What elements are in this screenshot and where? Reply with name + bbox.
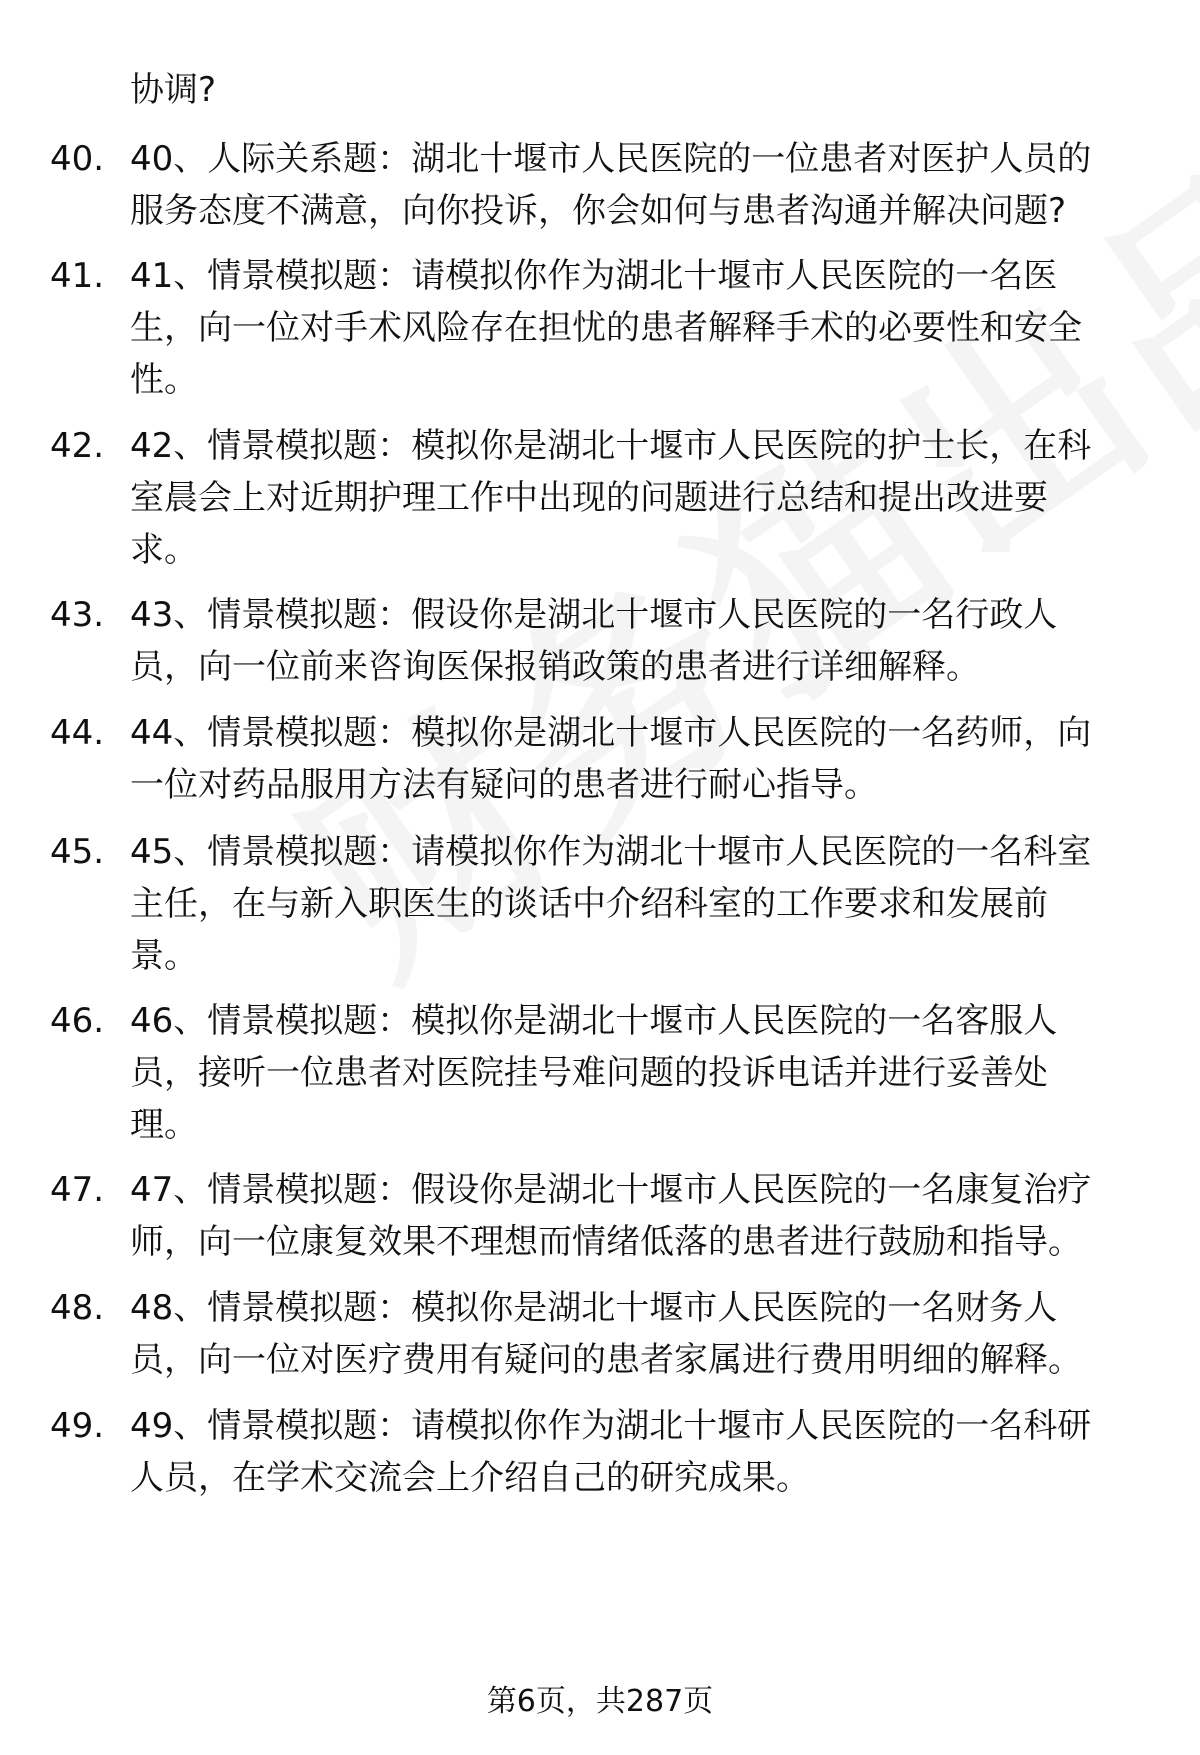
item-number: 42. <box>50 426 105 466</box>
item-number: 47. <box>50 1170 105 1210</box>
item-line: 48、情景模拟题：模拟你是湖北十堰市人民医院的一名财务人 <box>130 1288 1058 1328</box>
item-line: 景。 <box>130 936 198 976</box>
item-text <box>130 420 1150 576</box>
item-line: 理。 <box>130 1105 198 1145</box>
item-text <box>130 995 1150 1151</box>
item-line: 求。 <box>130 530 198 570</box>
item-line: 43、情景模拟题：假设你是湖北十堰市人民医院的一名行政人 <box>130 595 1058 635</box>
item-number: 40. <box>50 139 105 179</box>
item-text <box>130 589 1150 693</box>
item-line: 46、情景模拟题：模拟你是湖北十堰市人民医院的一名客服人 <box>130 1001 1058 1041</box>
item-text <box>130 826 1150 982</box>
item-text <box>130 250 1150 406</box>
item-line: 40、人际关系题：湖北十堰市人民医院的一位患者对医护人员的 <box>130 139 1092 179</box>
item-number: 41. <box>50 256 105 296</box>
item-number: 48. <box>50 1288 105 1328</box>
item-number: 44. <box>50 713 105 753</box>
item-text <box>130 133 1150 237</box>
item-text <box>130 1400 1150 1504</box>
page-footer: 第6页，共287页 <box>486 1684 714 1719</box>
item-line: 性。 <box>130 360 198 400</box>
item-line: 44、情景模拟题：模拟你是湖北十堰市人民医院的一名药师，向 <box>130 713 1092 753</box>
item-number: 45. <box>50 832 105 872</box>
item-line: 42、情景模拟题：模拟你是湖北十堰市人民医院的护士长，在科 <box>130 426 1092 466</box>
item-line: 49、情景模拟题：请模拟你作为湖北十堰市人民医院的一名科研 <box>130 1406 1092 1446</box>
item-text <box>130 707 1150 811</box>
item-line: 师，向一位康复效果不理想而情绪低落的患者进行鼓励和指导。 <box>130 1222 1082 1262</box>
item-line: 员，接听一位患者对医院挂号难问题的投诉电话并进行妥善处 <box>130 1053 1048 1093</box>
item-line: 41、情景模拟题：请模拟你作为湖北十堰市人民医院的一名医 <box>130 256 1058 296</box>
item-number: 49. <box>50 1406 105 1446</box>
item-number: 46. <box>50 1001 105 1041</box>
item-text <box>130 1282 1150 1386</box>
item-line: 主任，在与新入职医生的谈话中介绍科室的工作要求和发展前 <box>130 884 1048 924</box>
item-line: 45、情景模拟题：请模拟你作为湖北十堰市人民医院的一名科室 <box>130 832 1092 872</box>
item-line: 47、情景模拟题：假设你是湖北十堰市人民医院的一名康复治疗 <box>130 1170 1092 1210</box>
item-line: 一位对药品服用方法有疑问的患者进行耐心指导。 <box>130 765 878 805</box>
item-number: 43. <box>50 595 105 635</box>
item-text <box>130 1164 1150 1268</box>
item-line: 服务态度不满意，向你投诉，你会如何与患者沟通并解决问题? <box>130 191 1067 231</box>
item-line: 员，向一位对医疗费用有疑问的患者家属进行费用明细的解释。 <box>130 1340 1082 1380</box>
item-line: 人员，在学术交流会上介绍自己的研究成果。 <box>130 1458 810 1498</box>
continuation-text: 协调? <box>130 70 217 110</box>
item-line: 生，向一位对手术风险存在担忧的患者解释手术的必要性和安全 <box>130 308 1082 348</box>
item-line: 室晨会上对近期护理工作中出现的问题进行总结和提出改进要 <box>130 478 1048 518</box>
item-line: 员，向一位前来咨询医保报销政策的患者进行详细解释。 <box>130 647 980 687</box>
